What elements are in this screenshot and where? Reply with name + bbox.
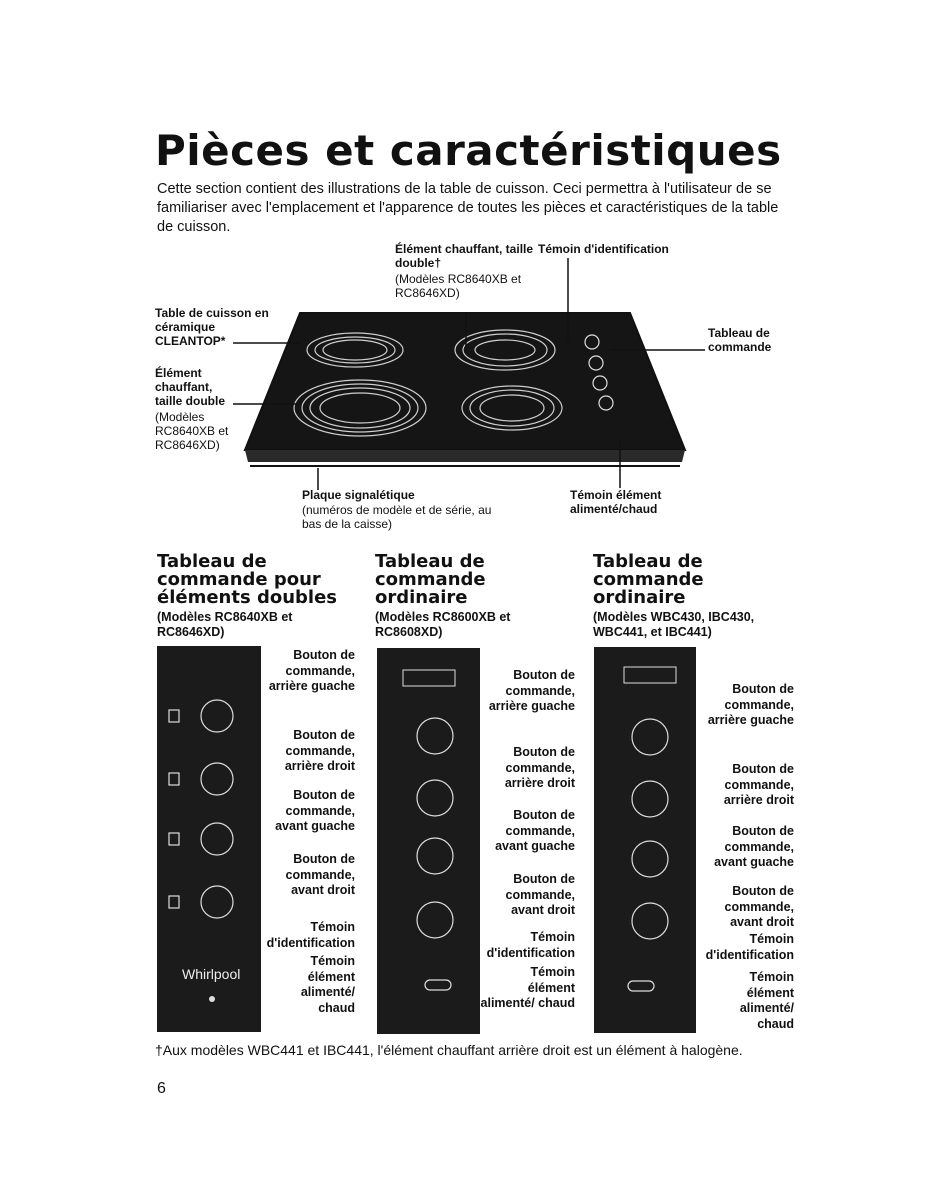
label-ceramic-table: Table de cuisson en céramique CLEANTOP*	[155, 306, 269, 348]
col3-label-hot: Témoin élément alimenté/ chaud	[739, 970, 794, 1031]
col1-label-rear-left: Bouton de commande, arrière guache	[268, 648, 355, 693]
col2-label-front-left: Bouton de commande, avant guache	[495, 808, 575, 853]
col1-models: (Modèles RC8640XB et RC8646XD)	[157, 610, 293, 639]
label-control-panel: Tableau de commande	[708, 326, 772, 354]
label-plate-text: (numéros de modèle et de série, au bas de la caisse)	[302, 503, 492, 531]
col2-label-rear-right: Bouton de commande, arrière droit	[504, 745, 575, 790]
col3-models: (Modèles WBC430, IBC430, WBC441, et IBC441)	[593, 610, 755, 639]
label-element-left-models: (Modèles RC8640XB et RC8646XD)	[155, 410, 229, 452]
col2-label-rear-left: Bouton de commande, arrière guache	[488, 668, 575, 713]
col2-label-front-right: Bouton de commande, avant droit	[505, 872, 575, 917]
col1-label-hot: Témoin élément alimenté/ chaud	[300, 954, 355, 1015]
col2-models: (Modèles RC8600XB et RC8608XD)	[375, 610, 511, 639]
col3-label-rear-right: Bouton de commande, arrière droit	[723, 762, 794, 807]
col2-heading: Tableau de commande ordinaire	[375, 551, 486, 608]
col1-label-rear-right: Bouton de commande, arrière droit	[284, 728, 355, 773]
label-element-top-models: (Modèles RC8640XB et RC8646XD)	[395, 272, 522, 300]
col1-label-front-left: Bouton de commande, avant guache	[275, 788, 355, 833]
label-hot-indicator: Témoin élément alimenté/chaud	[570, 488, 662, 516]
label-indicator-top: Témoin d'identification	[538, 242, 669, 256]
col3-label-rear-left: Bouton de commande, arrière guache	[707, 682, 794, 727]
page-number: 6	[157, 1080, 166, 1097]
col2-label-hot: Témoin élément alimenté/ chaud	[480, 965, 575, 1010]
col3-label-front-left: Bouton de commande, avant guache	[714, 824, 794, 869]
intro-paragraph: Cette section contient des illustrations de la table de cuisson. Ceci permettra à l'utilisateur de se familiariser avec l'emplacement et l'apparence de toutes les pièces et caractéristiques de la table de cuisson.	[157, 181, 779, 235]
col1-label-indicator: Témoin d'identification	[266, 920, 355, 950]
col1-panel	[157, 646, 261, 1032]
label-element-left: Élément chauffant, taille double	[155, 366, 226, 408]
col1-label-front-right: Bouton de commande, avant droit	[285, 852, 355, 897]
col3-heading: Tableau de commande ordinaire	[593, 551, 704, 608]
label-plate: Plaque signalétique	[302, 488, 415, 502]
col1-heading: Tableau de commande pour éléments doubles	[157, 551, 337, 608]
cooktop-diagram	[0, 0, 950, 540]
col1-brand: Whirlpool	[182, 966, 241, 982]
label-element-top: Élément chauffant, taille double†	[395, 242, 534, 270]
footnote: †Aux modèles WBC441 et IBC441, l'élément chauffant arrière droit est un élément à halogène.	[155, 1042, 743, 1058]
col3-panel	[594, 647, 696, 1033]
col2-label-indicator: Témoin d'identification	[486, 930, 575, 960]
col2-panel	[377, 648, 480, 1034]
col3-label-front-right: Bouton de commande, avant droit	[724, 884, 794, 929]
page-title: Pièces et caractéristiques	[155, 126, 782, 175]
col3-label-indicator: Témoin d'identification	[705, 932, 794, 962]
